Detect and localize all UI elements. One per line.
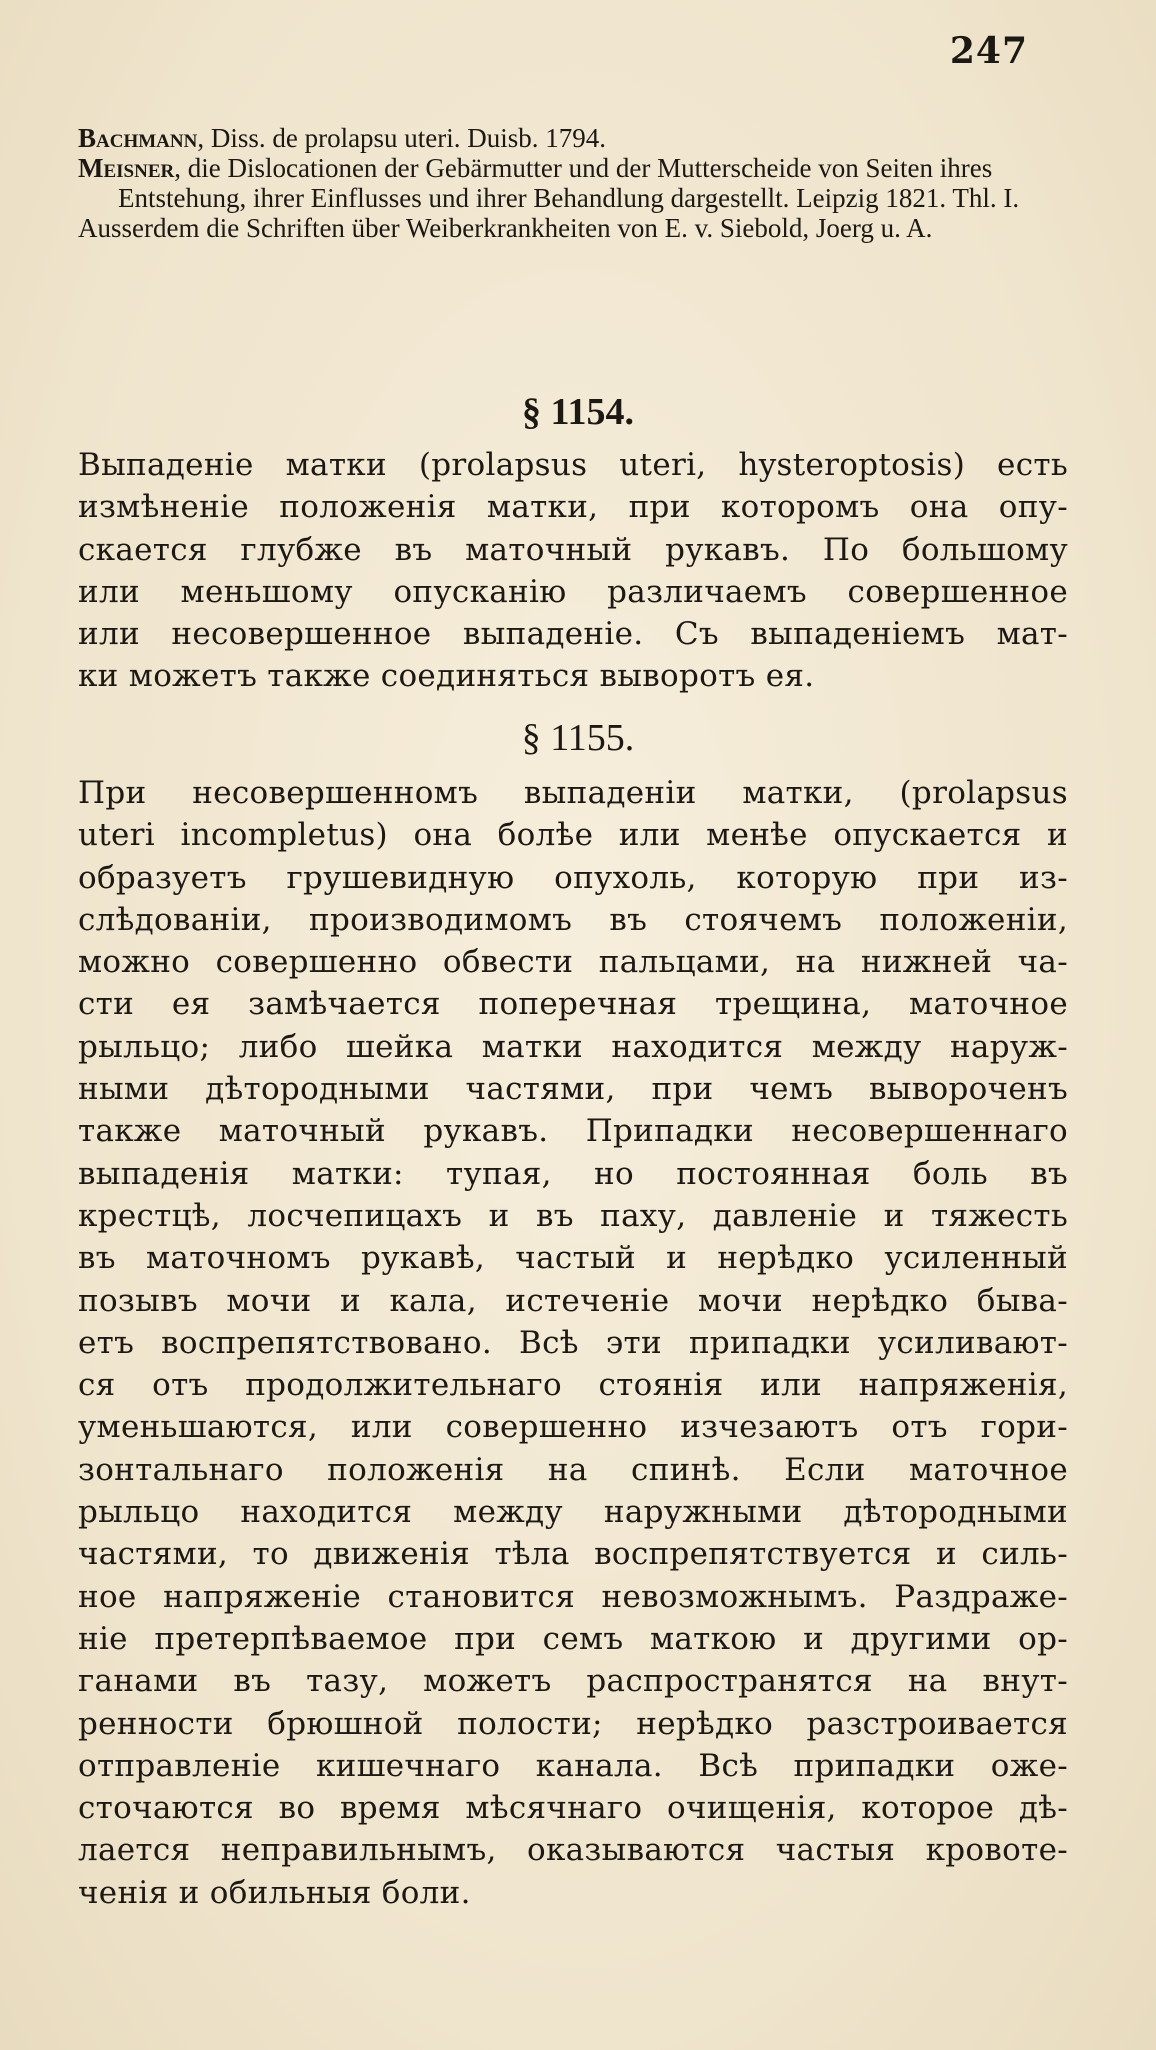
- text-line: ніе претерпѣваемое при семъ маткою и другими ор-: [78, 1620, 1068, 1657]
- text-line: въ маточномъ рукавѣ, частый и нерѣдко усиленный: [78, 1240, 1068, 1277]
- text-line: крестцѣ, лосчепицахъ и въ паху, давленіе и тяжесть: [78, 1197, 1068, 1234]
- text-line: выпаденія матки: тупая, но постоянная боль въ: [78, 1155, 1068, 1192]
- text-line: зонтальнаго положенія на спинѣ. Если маточное: [78, 1451, 1068, 1488]
- text-line: позывъ мочи и кала, истеченіе мочи нерѣдко быва-: [78, 1282, 1068, 1319]
- section-heading: § 1155.: [521, 717, 635, 759]
- bibliography: [78, 123, 1068, 243]
- text-line: ченія и обильныя боли.: [78, 1874, 471, 1911]
- text-line: сти ея замѣчается поперечная трещина, маточное: [78, 986, 1068, 1023]
- text-line: uteri incompletus) она болѣе или менѣе опускается и: [78, 817, 1068, 854]
- text-line: или несовершенное выпаденіе. Съ выпаденіемъ мат-: [78, 616, 1068, 653]
- text-line: можно совершенно обвести пальцами, на нижней ча-: [78, 944, 1068, 981]
- text-line: рыльцо находится между наружными дѣтородными: [78, 1494, 1068, 1531]
- text-line: или меньшому опусканію различаемъ совершенное: [78, 573, 1068, 610]
- text-line: частями, то движенія тѣла воспрепятствуется и силь-: [78, 1536, 1068, 1573]
- reference-entry: [78, 213, 1068, 243]
- text-line: ренности брюшной полости; нерѣдко разстроивается: [78, 1705, 1068, 1742]
- text-line: образуетъ грушевидную опухоль, которую при из-: [78, 859, 1068, 896]
- section-paragraph: [78, 444, 1068, 698]
- text-line: лается неправильнымъ, оказываются частыя кровоте-: [78, 1832, 1068, 1869]
- reference-text: Ausserdem die Schriften über Weiberkrankheiten von E. v. Siebold, Joerg u. A.: [78, 213, 933, 243]
- text-line: ганами въ тазу, можетъ распространятся на внут-: [78, 1663, 1068, 1700]
- text-line: отправленіе кишечнаго канала. Всѣ припадки оже-: [78, 1747, 1068, 1784]
- text-line: уменьшаются, или совершенно изчезаютъ отъ гори-: [78, 1409, 1068, 1446]
- text-line: ся отъ продолжительнаго стоянія или напряженія,: [78, 1367, 1068, 1404]
- reference-text: , Diss. de prolapsu uteri. Duisb. 1794.: [197, 123, 607, 153]
- text-line: сточаются во время мѣсячнаго очищенія, которое дѣ-: [78, 1790, 1068, 1827]
- section-heading: § 1154.: [522, 391, 634, 433]
- reference-entry: [78, 123, 1068, 153]
- text-line: Выпаденіе матки (prolapsus uteri, hysteroptosis) есть: [78, 447, 1068, 483]
- text-line: ки можетъ также соединяться выворотъ ея.: [78, 658, 815, 695]
- text-line: измѣненіе положенія матки, при которомъ она опу-: [78, 489, 1068, 526]
- text-line: также маточный рукавъ. Припадки несовершеннаго: [78, 1113, 1068, 1150]
- reference-text: , die Dislocationen der Gebärmutter und der Mutterscheide von Seiten ihres Entstehung, ihrer Einflusses und ihrer Behandlung dargestellt. Leipzig 1821. Thl. I.: [118, 153, 1020, 213]
- section-paragraph: [78, 772, 1068, 1914]
- text-line: скается глубже въ маточный рукавъ. По большому: [78, 531, 1068, 568]
- text-line: слѣдованіи, производимомъ въ стоячемъ положеніи,: [78, 901, 1068, 938]
- reference-author: Bachmann: [78, 123, 198, 153]
- text-line: ное напряженіе становится невозможнымъ. Раздраже-: [78, 1578, 1068, 1615]
- reference-author: Meisner: [78, 153, 175, 183]
- reference-entry: [78, 153, 1068, 213]
- page-number: 247: [949, 30, 1028, 72]
- text-line: рыльцо; либо шейка матки находится между наруж-: [78, 1028, 1068, 1065]
- text-line: ными дѣтородными частями, при чемъ вывороченъ: [78, 1071, 1068, 1108]
- text-line: етъ воспрепятствовано. Всѣ эти припадки усиливают-: [78, 1324, 1068, 1361]
- text-line: При несовершенномъ выпаденіи матки, (prolapsus: [78, 775, 1068, 811]
